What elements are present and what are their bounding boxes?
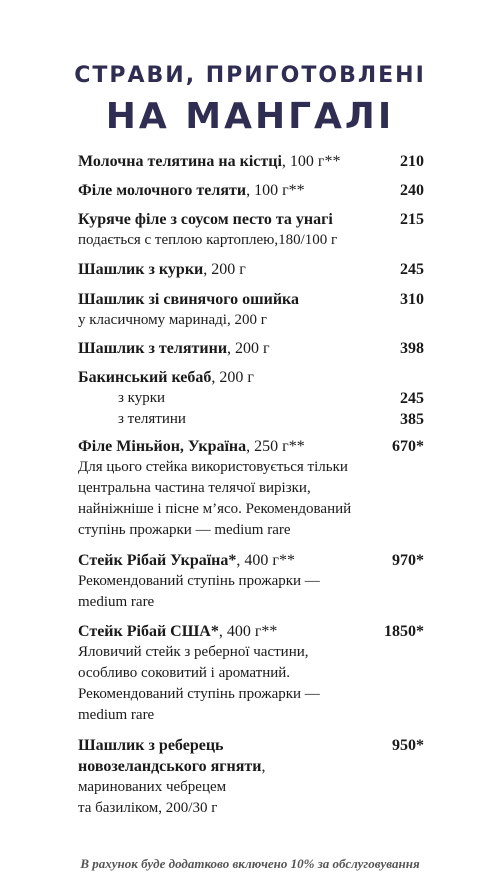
item-weight: , 200 г bbox=[227, 340, 270, 357]
sub-option bbox=[78, 388, 424, 409]
item-price: 398 bbox=[400, 340, 424, 357]
item-name: Філе Міньйон, Україна bbox=[78, 438, 247, 455]
item-name: Шашлик з курки bbox=[78, 261, 204, 278]
menu-item bbox=[78, 735, 424, 819]
item-description: найніжніше і пісне м’ясо. Рекомендований bbox=[78, 501, 352, 517]
item-description: маринованих чебрецем bbox=[78, 779, 227, 795]
menu-item bbox=[78, 436, 424, 541]
item-weight: , 100 г** bbox=[281, 153, 341, 170]
menu-item bbox=[78, 289, 424, 331]
heading-line-1: СТРАВИ, ПРИГОТОВЛЕНІ bbox=[74, 63, 426, 88]
item-weight: , 200 г bbox=[203, 261, 246, 278]
item-name: Куряче філе з соусом песто та унагі bbox=[78, 211, 333, 228]
item-price: 240 bbox=[400, 182, 424, 199]
sub-option-price: 385 bbox=[400, 411, 424, 428]
item-description: у класичному маринаді, 200 г bbox=[78, 312, 267, 328]
item-price: 1850* bbox=[384, 623, 424, 640]
item-price: 970* bbox=[392, 552, 424, 569]
item-price: 670* bbox=[392, 438, 424, 455]
item-description: та базиліком, 200/30 г bbox=[78, 800, 218, 816]
menu-item bbox=[78, 180, 424, 201]
menu-item bbox=[78, 367, 424, 430]
item-price: 245 bbox=[400, 261, 424, 278]
item-name: Стейк Рібай Україна* bbox=[78, 552, 237, 569]
service-charge-note: В рахунок буде додатково включено 10% за обслуговування bbox=[80, 856, 420, 871]
item-weight: , 200 г bbox=[211, 369, 254, 386]
item-price: 310 bbox=[400, 291, 424, 308]
item-price: 950* bbox=[392, 737, 424, 754]
menu-item bbox=[78, 338, 424, 359]
item-name: Філе молочного теляти bbox=[78, 182, 247, 199]
item-name: Стейк Рібай США* bbox=[78, 623, 219, 640]
sub-option bbox=[78, 409, 424, 430]
heading-line-2: НА МАНГАЛІ bbox=[105, 96, 395, 137]
sub-option-price: 245 bbox=[400, 390, 424, 407]
item-weight: , 400 г** bbox=[218, 623, 278, 640]
item-name-cont: новозеландського ягняти bbox=[78, 758, 262, 775]
sub-option-label: з курки bbox=[118, 390, 166, 406]
menu-heading bbox=[0, 62, 500, 140]
menu-item bbox=[78, 209, 424, 251]
item-description: особливо соковитий і ароматний. bbox=[78, 665, 291, 681]
item-price: 210 bbox=[400, 153, 424, 170]
item-description: Рекомендований ступінь прожарки — bbox=[78, 573, 320, 589]
item-weight: , 250 г** bbox=[246, 438, 305, 455]
item-description: подається с теплою картоплею,180/100 г bbox=[78, 232, 338, 248]
item-name: Шашлик зі свинячого ошийка bbox=[78, 291, 300, 308]
menu-item bbox=[78, 550, 424, 613]
item-description: medium rare bbox=[78, 594, 155, 610]
item-price: 215 bbox=[400, 211, 424, 228]
item-description: Яловичий стейк з реберної частини, bbox=[78, 644, 309, 660]
item-name: Молочна телятина на кістці bbox=[78, 153, 282, 170]
menu-item bbox=[78, 151, 424, 172]
item-weight: , 400 г** bbox=[236, 552, 295, 569]
item-weight: , bbox=[261, 758, 266, 775]
sub-option-label: з телятини bbox=[118, 411, 186, 427]
item-name: Шашлик з реберець bbox=[78, 737, 224, 754]
item-description: ступінь прожарки — medium rare bbox=[78, 522, 291, 538]
item-name: Бакинський кебаб bbox=[78, 369, 212, 386]
menu-item bbox=[78, 259, 424, 280]
item-description: medium rare bbox=[78, 707, 155, 723]
item-description: Для цього стейка використовується тільки bbox=[78, 459, 348, 475]
item-name: Шашлик з телятини bbox=[78, 340, 228, 357]
menu-item bbox=[78, 621, 424, 726]
item-weight: , 100 г** bbox=[246, 182, 305, 199]
item-description: Рекомендований ступінь прожарки — bbox=[78, 686, 320, 702]
item-description: центральна частина телячої вирізки, bbox=[78, 480, 311, 496]
